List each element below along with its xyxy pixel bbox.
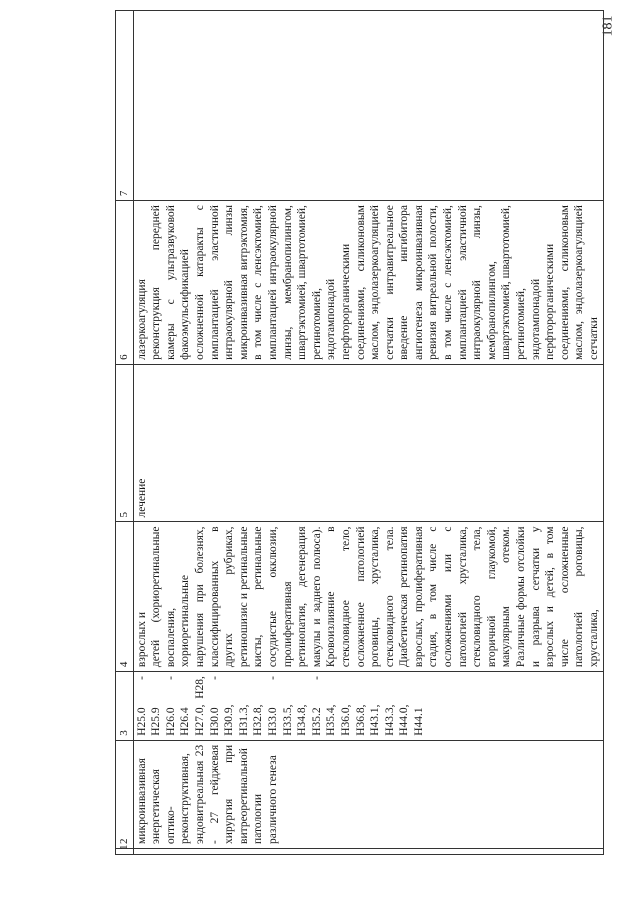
column-number: 2 xyxy=(116,740,134,848)
patient-model-text: детей (хориоретинальные воспаления, хориоретинальные нарушения при болезнях, классифицированных в других рубриках, ретиношизис и ретинальные кисты, ретинальные сосудистые окклюзии, пролиферативная ретинопатия, дегенерация макулы и заднего полюса). Кровоизлияние в стекловидное тело, осложненное патологией роговицы, хрусталика, стекловидного тела. Диабетическая ретинопатия взрослых, пролиферативная стадия, в том числе с осложнениями или с патологией хрусталика, стекловидного тела, вторичной глаукомой, макулярным отеком. Различные формы отслойки и разрыва сетчатки у взрослых и детей, в том числе осложненные патологией роговицы, хрусталика, xyxy=(150,523,600,668)
column-number: 1 xyxy=(116,848,134,854)
cell-col7 xyxy=(133,11,603,201)
cell-col1 xyxy=(133,848,603,854)
column-number: 5 xyxy=(116,364,134,522)
table-row xyxy=(133,11,603,855)
cell-treatment-method: лазеркоагуляция реконструкция передней камеры с ультразвуковой факоэмульсификацией осложненной катаракты с имплантацией эластичной интраокулярной линзы микроинвазивная витрэктомия, в том числе с ленсэктомией, имплантацией интраокулярной линзы, мембранопилингом, швартэктомией, швартотомией, ретинотомией, эндотампонадой перфторорганическими соединениями, силиконовым маслом, эндолазеркоагуляцией сетчатки интравитреальное введение ингибитора ангиогенеза микроинвазивная ревизия витреальной полости, в том числе с ленсэктомией, имплантацией эластичной интраокулярной линзы, мембранопилингом, швартэктомией, швартотомией, ретинотомией, эндотампонадой перфторорганическими соединениями, силиконовым маслом, эндолазеркоагуляцией сетчатки xyxy=(133,201,603,365)
cell-intervention-name: микроинвазивная энергетическая оптико-реконструктивная, эндовитреальная 23 - 27 гейджевая хирургия при витреоретинальной патологии различного генеза xyxy=(133,740,603,848)
cell-treatment-type: лечение xyxy=(133,364,603,522)
cell-icd-codes: H25.0 - H25.9 H26.0 - H26.4 H27.0, H28, H30.0 - H30.9, H31.3, H32.8, H33.0 - H33.5, H34.8, H35.2 - H35.4, H36.0, H36.8, H43.1, H43.3, H44.0, H44.1 xyxy=(133,672,603,741)
page-number: 181 xyxy=(600,15,616,37)
column-number: 4 xyxy=(116,522,134,672)
rotated-table-sheet xyxy=(115,10,600,855)
treatment-table xyxy=(115,10,604,855)
cell-patient-model xyxy=(133,522,603,672)
patient-model-lead: взрослых и xyxy=(135,611,148,668)
column-number: 6 xyxy=(116,201,134,365)
column-number-row xyxy=(116,11,134,855)
column-number: 7 xyxy=(116,11,134,201)
column-number: 3 xyxy=(116,672,134,741)
